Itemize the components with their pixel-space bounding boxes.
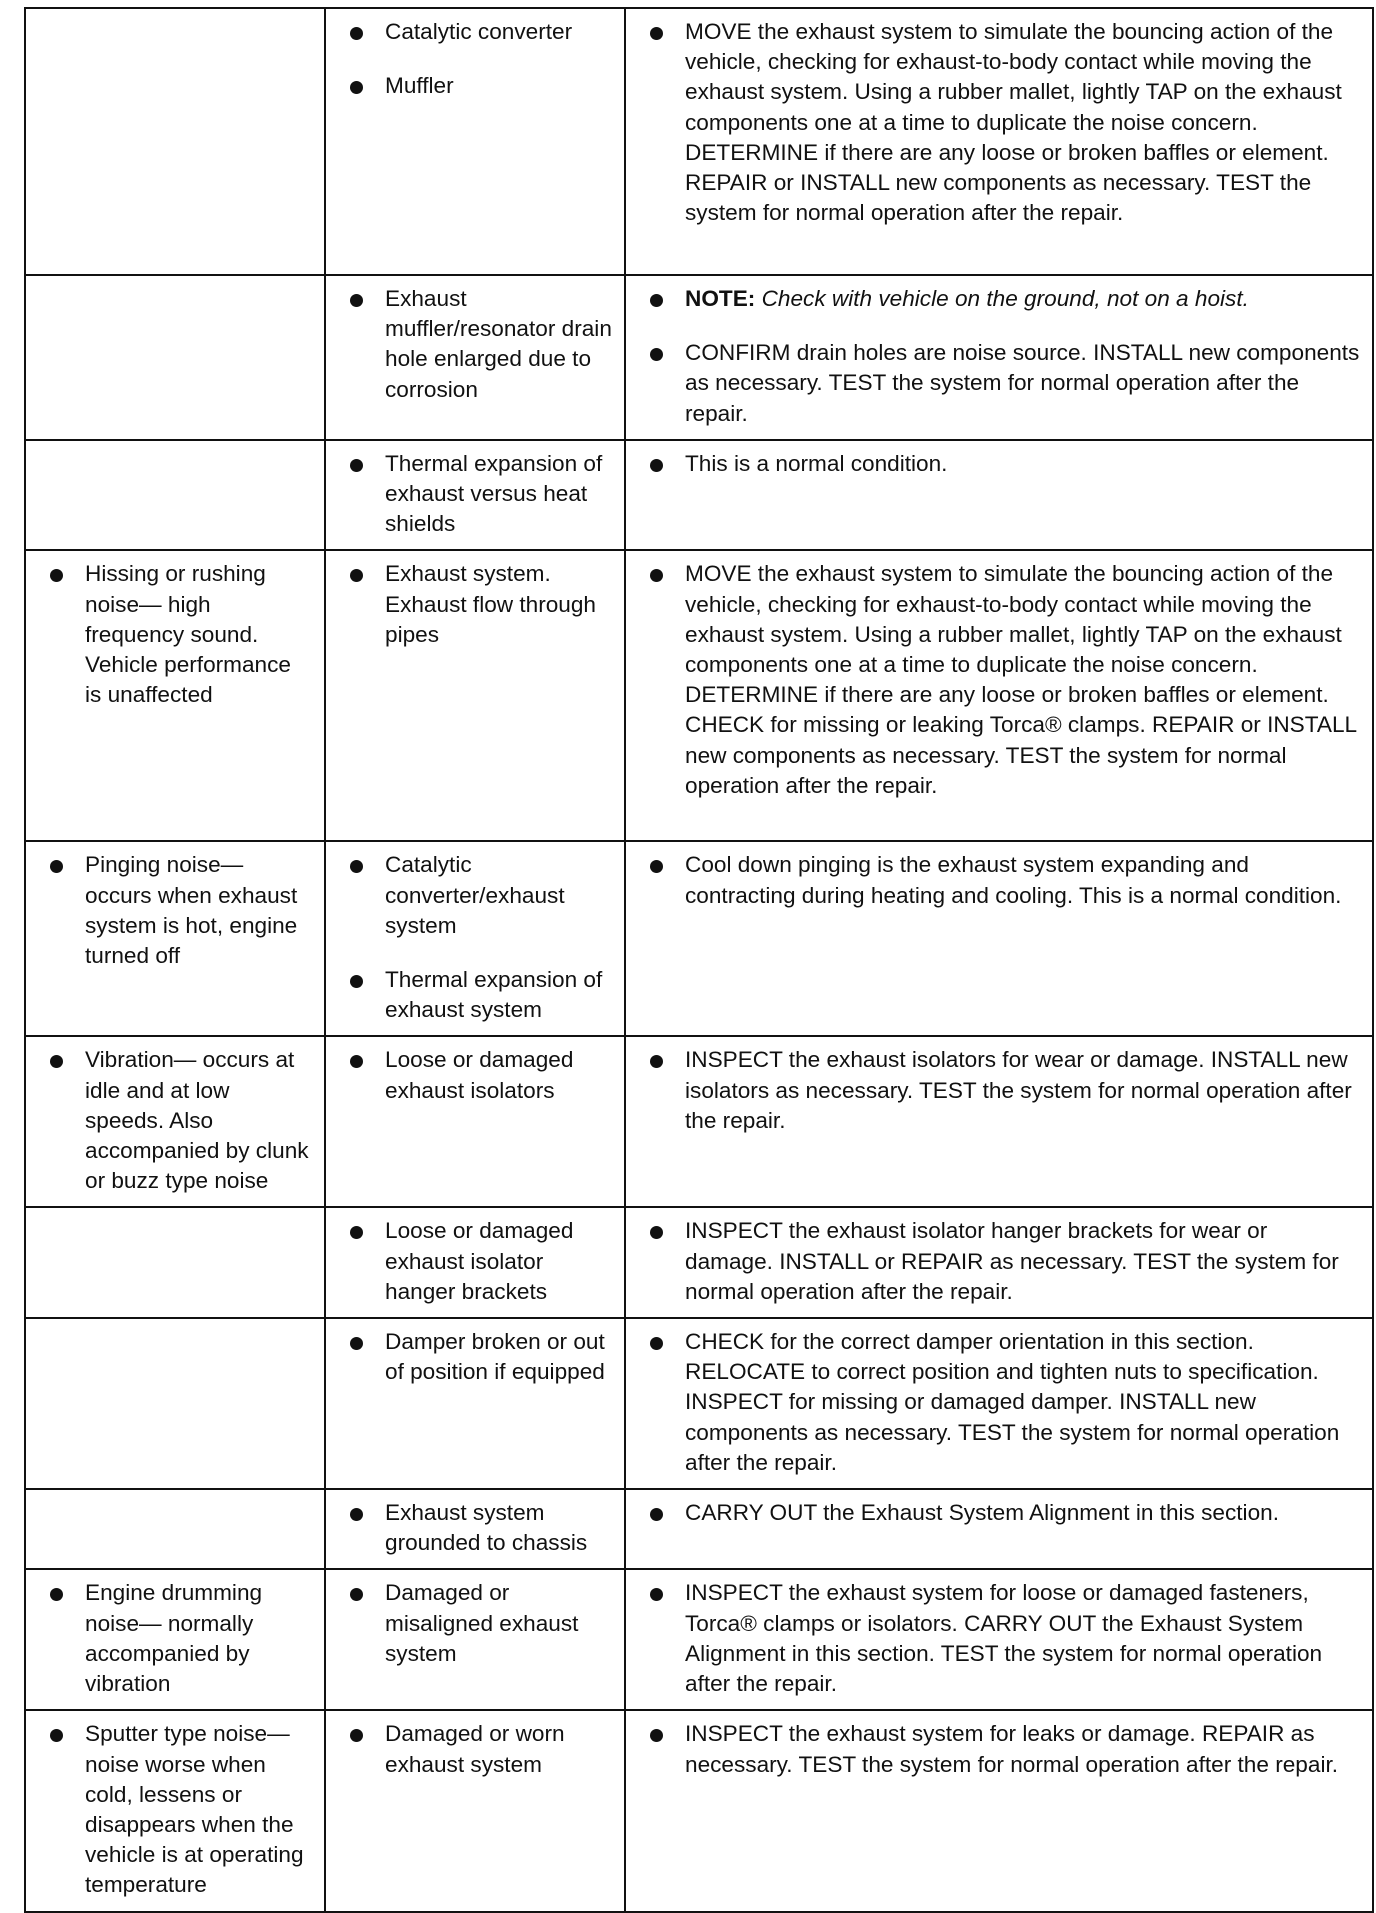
- source-item: Exhaust system. Exhaust flow through pipes: [334, 559, 612, 650]
- symptom-cell: [25, 841, 325, 1036]
- table-row: [25, 1710, 1373, 1911]
- action-cell: [625, 1318, 1373, 1489]
- note-text: Check with vehicle on the ground, not on a hoist.: [761, 286, 1249, 311]
- source-item: Exhaust muffler/resonator drain hole enlarged due to corrosion: [334, 284, 612, 405]
- table-row: [25, 1036, 1373, 1207]
- table-row: [25, 1207, 1373, 1318]
- table-row: [25, 1489, 1373, 1569]
- source-item: Exhaust system grounded to chassis: [334, 1498, 612, 1558]
- action-cell: [625, 1036, 1373, 1207]
- action-item: CHECK for the correct damper orientation in this section. RELOCATE to correct position and tighten nuts to specification. INSPECT for missing or damaged damper. INSTALL new components as necessary. TEST the system for normal operation after the repair.: [634, 1327, 1360, 1478]
- action-cell: [625, 1710, 1373, 1911]
- action-cell: [625, 1207, 1373, 1318]
- symptom-item: Pinging noise— occurs when exhaust system is hot, engine turned off: [34, 850, 312, 971]
- symptom-cell: [25, 1318, 325, 1489]
- action-item: CONFIRM drain holes are noise source. INSTALL new components as necessary. TEST the system for normal operation after the repair.: [634, 338, 1360, 429]
- source-cell: [325, 1318, 625, 1489]
- action-item: This is a normal condition.: [634, 449, 1360, 479]
- source-item: Damaged or worn exhaust system: [334, 1719, 612, 1779]
- diagnosis-table: [24, 7, 1374, 1913]
- note-label: NOTE: [685, 286, 748, 311]
- source-item: Thermal expansion of exhaust system: [334, 965, 612, 1025]
- symptom-cell: [25, 1569, 325, 1710]
- action-item: INSPECT the exhaust isolators for wear or damage. INSTALL new isolators as necessary. TEST the system for normal operation after the repair.: [634, 1045, 1360, 1136]
- symptom-cell: [25, 8, 325, 275]
- symptom-item: Vibration— occurs at idle and at low speeds. Also accompanied by clunk or buzz type noise: [34, 1045, 312, 1196]
- action-cell: [625, 1569, 1373, 1710]
- table-row: [25, 1569, 1373, 1710]
- action-item: INSPECT the exhaust isolator hanger brackets for wear or damage. INSTALL or REPAIR as necessary. TEST the system for normal operation after the repair.: [634, 1216, 1360, 1307]
- action-cell: [625, 8, 1373, 275]
- symptom-cell: [25, 275, 325, 440]
- action-item: INSPECT the exhaust system for leaks or damage. REPAIR as necessary. TEST the system for normal operation after the repair.: [634, 1719, 1360, 1779]
- symptom-cell: [25, 1710, 325, 1911]
- symptom-cell: [25, 1489, 325, 1569]
- symptom-cell: [25, 1036, 325, 1207]
- action-cell: [625, 275, 1373, 440]
- symptom-item: Hissing or rushing noise— high frequency sound. Vehicle performance is unaffected: [34, 559, 312, 710]
- action-item: MOVE the exhaust system to simulate the bouncing action of the vehicle, checking for exhaust-to-body contact while moving the exhaust system. Using a rubber mallet, lightly TAP on the exhaust components one at a time to duplicate the noise concern. DETERMINE if there are any loose or broken baffles or element. CHECK for missing or leaking Torca® clamps. REPAIR or INSTALL new components as necessary. TEST the system for normal operation after the repair.: [634, 559, 1360, 801]
- note-item: NOTE: Check with vehicle on the ground, not on a hoist.: [634, 284, 1360, 314]
- table-row: [25, 440, 1373, 551]
- source-cell: [325, 1036, 625, 1207]
- source-cell: [325, 1207, 625, 1318]
- source-cell: [325, 1489, 625, 1569]
- action-item: INSPECT the exhaust system for loose or damaged fasteners, Torca® clamps or isolators. CARRY OUT the Exhaust System Alignment in this section. TEST the system for normal operation after the repair.: [634, 1578, 1360, 1699]
- source-item: Thermal expansion of exhaust versus heat shields: [334, 449, 612, 540]
- action-cell: [625, 841, 1373, 1036]
- symptom-cell: [25, 440, 325, 551]
- table-row: [25, 275, 1373, 440]
- source-cell: [325, 8, 625, 275]
- source-cell: [325, 841, 625, 1036]
- source-item: Damaged or misaligned exhaust system: [334, 1578, 612, 1669]
- action-item: Cool down pinging is the exhaust system expanding and contracting during heating and cooling. This is a normal condition.: [634, 850, 1360, 910]
- symptom-item: Engine drumming noise— normally accompanied by vibration: [34, 1578, 312, 1699]
- source-cell: [325, 440, 625, 551]
- source-cell: [325, 275, 625, 440]
- table-row: [25, 1318, 1373, 1489]
- source-item: Loose or damaged exhaust isolators: [334, 1045, 612, 1105]
- action-item: CARRY OUT the Exhaust System Alignment in this section.: [634, 1498, 1360, 1528]
- source-item: Loose or damaged exhaust isolator hanger brackets: [334, 1216, 612, 1307]
- table-row: [25, 8, 1373, 275]
- action-item: MOVE the exhaust system to simulate the bouncing action of the vehicle, checking for exhaust-to-body contact while moving the exhaust system. Using a rubber mallet, lightly TAP on the exhaust components one at a time to duplicate the noise concern. DETERMINE if there are any loose or broken baffles or element. REPAIR or INSTALL new components as necessary. TEST the system for normal operation after the repair.: [634, 17, 1360, 228]
- action-cell: [625, 440, 1373, 551]
- table-row: [25, 841, 1373, 1036]
- action-cell: [625, 550, 1373, 841]
- source-item: Damper broken or out of position if equipped: [334, 1327, 612, 1387]
- source-cell: [325, 1569, 625, 1710]
- action-cell: [625, 1489, 1373, 1569]
- source-item: Catalytic converter/exhaust system: [334, 850, 612, 941]
- table-row: [25, 550, 1373, 841]
- source-cell: [325, 1710, 625, 1911]
- symptom-cell: [25, 1207, 325, 1318]
- source-item: Catalytic converter: [334, 17, 612, 47]
- symptom-item: Sputter type noise— noise worse when cold, lessens or disappears when the vehicle is at operating temperature: [34, 1719, 312, 1900]
- source-item: Muffler: [334, 71, 612, 101]
- source-cell: [325, 550, 625, 841]
- symptom-cell: [25, 550, 325, 841]
